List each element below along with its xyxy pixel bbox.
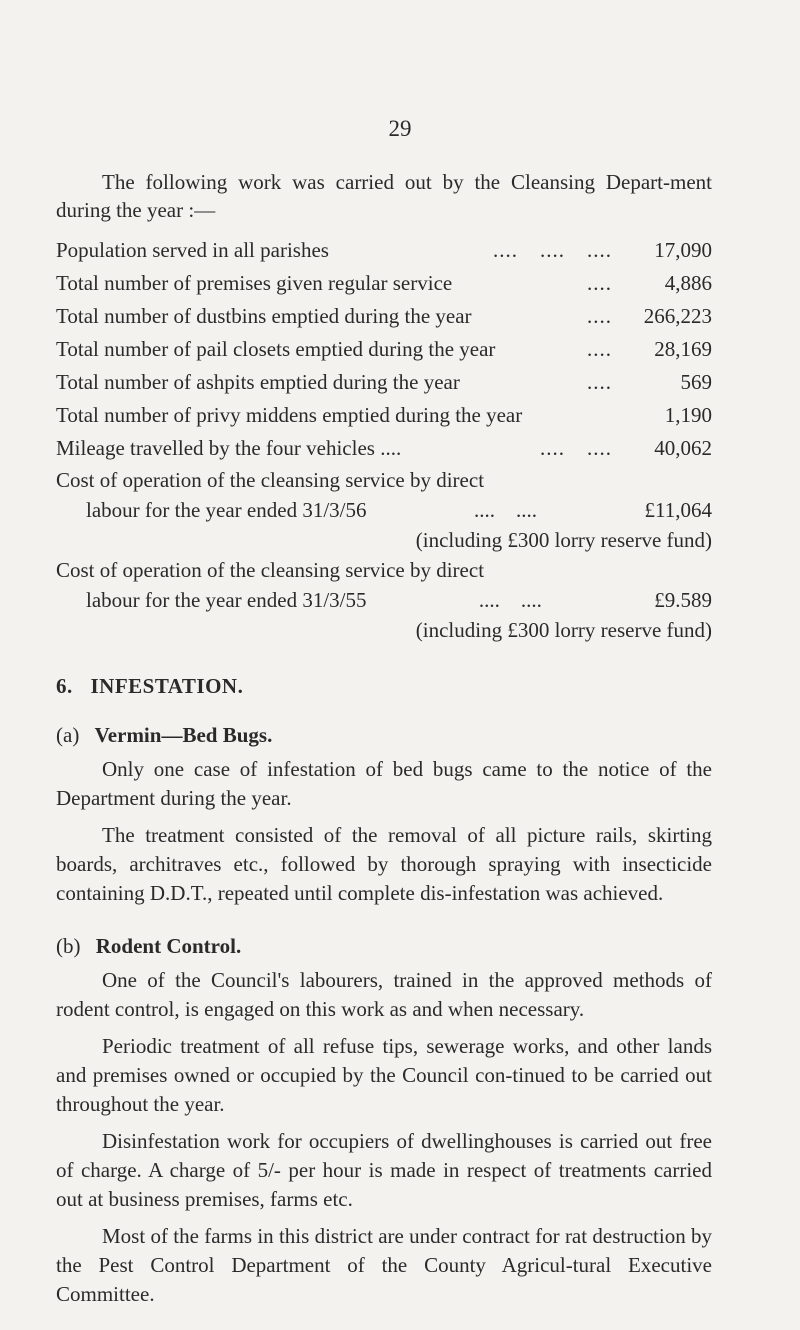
cost-leader-dots: .... .... <box>474 498 537 522</box>
stat-label: Total number of pail closets emptied during the year <box>56 337 496 361</box>
subsection-title: Rodent Control. <box>95 934 242 958</box>
cost-entry <box>56 465 712 555</box>
subsection-title: Vermin—Bed Bugs. <box>94 723 273 747</box>
cost-value: £9.589 <box>654 588 712 612</box>
cost-entry <box>56 555 712 645</box>
body-paragraph: One of the Council's labourers, trained in the approved methods of rodent control, is engaged on this work as and when necessary. <box>56 968 712 1021</box>
stat-value: 17,090 <box>654 238 712 262</box>
cost-line-2 <box>56 585 712 615</box>
subsection-letter: (a) <box>56 723 80 747</box>
section-heading <box>56 669 712 703</box>
stat-value: 569 <box>680 370 712 394</box>
stat-label: Total number of privy middens emptied during the year <box>56 403 523 427</box>
stat-row <box>56 267 712 300</box>
stat-row <box>56 399 712 432</box>
stat-label: Total number of premises given regular service <box>56 271 453 295</box>
stat-row <box>56 234 712 267</box>
subsection-heading <box>56 930 712 962</box>
cost-note: (including £300 lorry reserve fund) <box>415 618 712 642</box>
stat-label: Mileage travelled by the four vehicles .... <box>56 436 402 460</box>
stat-value: 28,169 <box>654 337 712 361</box>
stat-leader-dots: .... .... .... <box>493 238 612 262</box>
cost-note: (including £300 lorry reserve fund) <box>415 528 712 552</box>
stat-row <box>56 366 712 399</box>
stat-leader-dots: .... <box>587 370 612 394</box>
page-number: 29 <box>388 116 412 141</box>
cost-period-label: labour for the year ended 31/3/55 <box>86 588 367 612</box>
stat-value: 266,223 <box>643 304 712 328</box>
body-paragraph: Only one case of infestation of bed bugs came to the notice of the Department during the year. <box>56 757 712 810</box>
section-title: INFESTATION. <box>90 674 244 698</box>
page-content <box>56 168 712 1309</box>
cost-line-2 <box>56 495 712 525</box>
stat-label: Population served in all parishes <box>56 238 329 262</box>
stat-row <box>56 432 712 465</box>
intro-paragraph: The following work was carried out by the Cleansing Depart-ment during the year :— <box>56 170 712 222</box>
stat-value: 1,190 <box>664 403 712 427</box>
cost-leader-dots: .... .... <box>478 588 542 612</box>
stat-leader-dots: .... <box>587 337 612 361</box>
body-paragraph: Disinfestation work for occupiers of dwellinghouses is carried out free of charge. A charge of 5/- per hour is made in respect of treatments carried out at business premises, farms etc. <box>56 1129 712 1211</box>
body-paragraph: Periodic treatment of all refuse tips, sewerage works, and other lands and premises owned or occupied by the Council con-tinued to be carried out throughout the year. <box>56 1034 712 1116</box>
stat-leader-dots: .... <box>587 304 612 328</box>
subsection-heading <box>56 719 712 751</box>
stat-leader-dots: .... .... <box>540 436 612 460</box>
stat-row <box>56 333 712 366</box>
stat-value: 4,886 <box>664 271 712 295</box>
cost-line-1: Cost of operation of the cleansing service by direct <box>56 558 485 582</box>
body-paragraph: Most of the farms in this district are under contract for rat destruction by the Pest Control Department of the County Agricul-tural Executive Committee. <box>56 1224 712 1306</box>
stat-label: Total number of ashpits emptied during the year <box>56 370 460 394</box>
body-paragraph: The treatment consisted of the removal of all picture rails, skirting boards, architraves etc., followed by thorough spraying with insecticide containing D.D.T., repeated until complete dis-infestation was achieved. <box>56 823 712 905</box>
cost-line-1: Cost of operation of the cleansing service by direct <box>56 468 485 492</box>
stat-value: 40,062 <box>654 436 712 460</box>
stat-leader-dots: .... <box>587 271 612 295</box>
stat-row <box>56 300 712 333</box>
subsection-letter: (b) <box>56 934 81 958</box>
cost-value: £11,064 <box>644 498 712 522</box>
cost-period-label: labour for the year ended 31/3/56 <box>86 498 367 522</box>
stat-label: Total number of dustbins emptied during the year <box>56 304 472 328</box>
section-number: 6. <box>56 674 73 698</box>
statistics-list <box>56 234 712 465</box>
